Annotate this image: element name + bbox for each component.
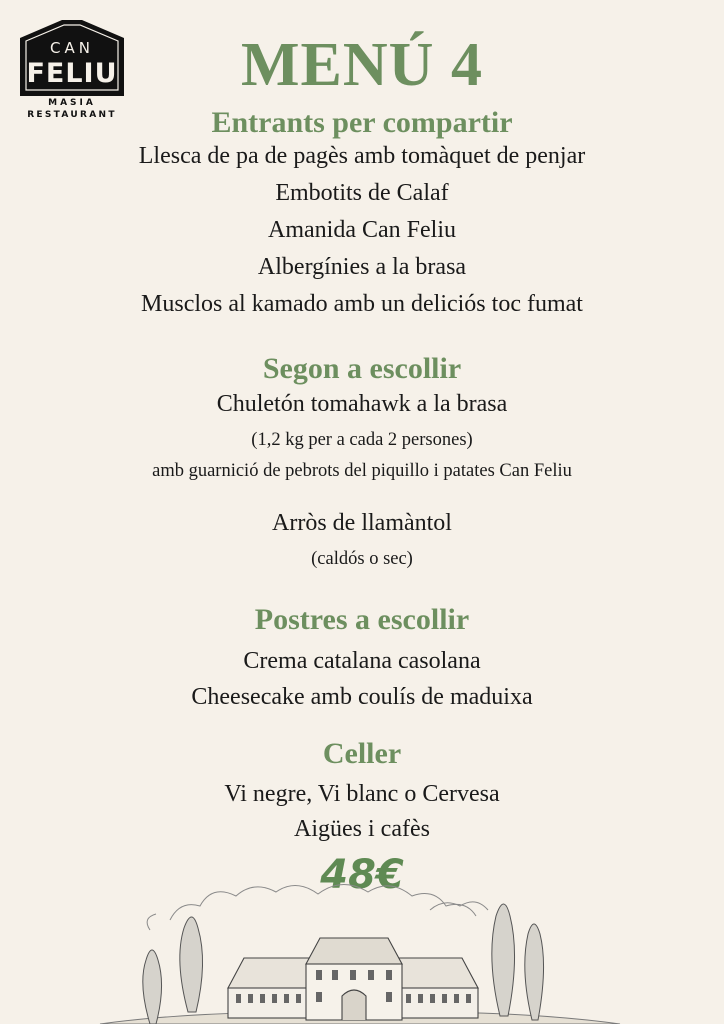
tree-icon xyxy=(525,924,544,1020)
menu-item-note: amb guarnició de pebrots del piquillo i patates Can Feliu xyxy=(152,461,572,481)
logo-masia-text: MASIA xyxy=(48,98,96,108)
menu-item: Amanida Can Feliu xyxy=(268,217,456,243)
menu-item: Crema catalana casolana xyxy=(243,648,481,674)
menu-item: Musclos al kamado amb un deliciós toc fumat xyxy=(141,291,583,317)
tree-icon xyxy=(143,950,162,1024)
section-title-postres: Postres a escollir xyxy=(254,603,470,636)
menu-item: Cheesecake amb coulís de maduixa xyxy=(191,684,533,710)
menu-item: Chuletón tomahawk a la brasa xyxy=(216,391,508,417)
section-title-celler: Celler xyxy=(322,737,402,770)
menu-item: Albergínies a la brasa xyxy=(257,254,467,280)
logo-restaurant-text: RESTAURANT xyxy=(27,110,117,120)
tree-icon xyxy=(180,917,203,1012)
menu-item-note: (caldós o sec) xyxy=(311,549,413,569)
tree-icon xyxy=(492,904,515,1016)
section-title-entrants: Entrants per compartir xyxy=(211,106,513,139)
menu-item: Llesca de pa de pagès amb tomàquet de penjar xyxy=(138,143,586,169)
menu-item: Vi negre, Vi blanc o Cervesa xyxy=(224,781,500,807)
menu-item: Arròs de llamàntol xyxy=(272,510,452,536)
section-title-segon: Segon a escollir xyxy=(262,352,462,385)
menu-item: Embotits de Calaf xyxy=(275,180,449,206)
farmhouse-illustration xyxy=(0,880,724,1024)
menu-item: Aigües i cafès xyxy=(294,816,430,842)
logo-can-text: CAN xyxy=(50,39,94,57)
menu-title: MENÚ 4 xyxy=(241,31,483,99)
logo-feliu-text: FELIU xyxy=(26,58,118,89)
menu-price: 48€ xyxy=(320,852,404,898)
menu-item-note: (1,2 kg per a cada 2 persones) xyxy=(251,430,473,450)
